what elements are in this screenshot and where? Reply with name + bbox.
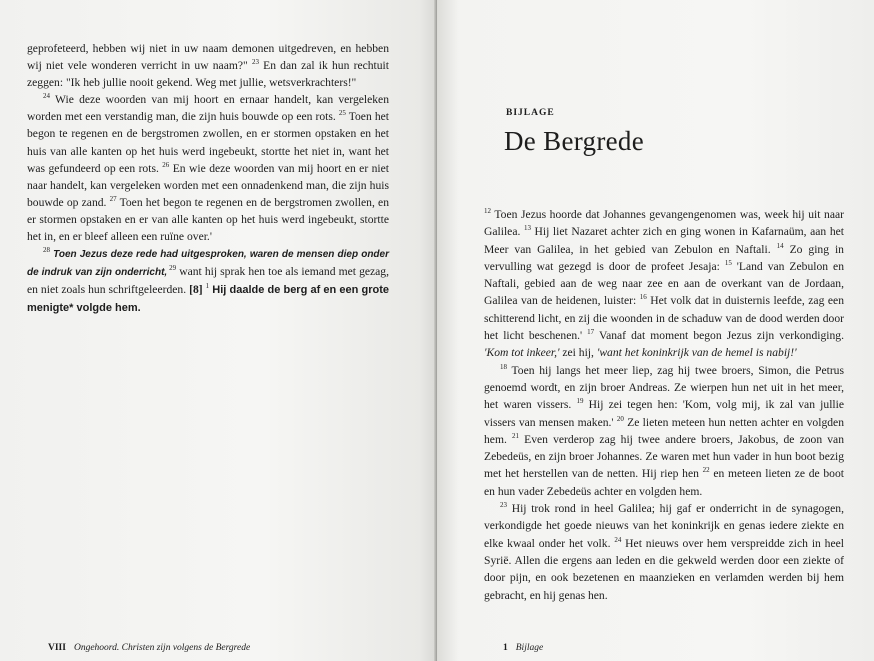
verse-number: 28: [43, 246, 50, 255]
body-text: En wie deze woorden van mij hoort en er niet naar handelt, kan vergeleken worden met een onnadenkend man, die zijn huis bouwde op zand.: [27, 161, 389, 209]
body-text: Het nieuws over hem verspreidde zich in heel Syrië. Allen die ergens aan leden en die gekweld werden door een ziekte of door pijn, en ook bezetenen en maanzieken en verlamden werden bij hem gebracht, en hij genas hen.: [484, 536, 844, 602]
left-page-body: [27, 40, 389, 318]
right_page-paragraph: [484, 362, 844, 500]
body-text: Zo ging in vervulling wat gezegd is door de profeet Jesaja:: [484, 242, 844, 273]
body-text: want hij sprak hen toe als iemand met gezag, en niet zoals hun schriftgeleerden.: [27, 265, 389, 297]
verse-number: 21: [512, 432, 519, 440]
left-running-title: Ongehoord. Christen zijn volgens de Bergrede: [73, 643, 251, 653]
verse-number: 22: [702, 466, 710, 475]
page-title: De Bergrede: [504, 126, 644, 156]
right-running-title: Bijlage: [515, 643, 544, 653]
verse-number: 20: [616, 414, 624, 423]
right-page-body: [484, 206, 844, 604]
body-text: en meteen lieten ze de boot en hun vader Zebedeüs achter en volgden hem.: [484, 467, 844, 498]
body-text: 'Land van Zebulon en Naftali, gebied aan de weg naar zee en aan de overkant van de Jordaan, Galilea van de heidenen, luister:: [484, 259, 845, 308]
verse-number: 12: [484, 207, 491, 216]
left-page-footer: [48, 643, 250, 653]
body-text: Toen hij langs het meer liep, zag hij twee broers, Simon, die Petrus genoemd wordt, en zijn broer Andreas. Ze wierpen hun net uit in het meer, het waren vissers.: [484, 363, 844, 412]
right-page: [437, 0, 874, 661]
left_page-paragraph: [27, 245, 389, 317]
verse-number: 18: [500, 362, 507, 371]
section-marker: [8]: [189, 283, 203, 297]
body-text: Toen het begon te regenen en de bergstromen zwollen, en er stormen opstaken en er van alle kanten op het huis werd ingebeukt, stortte het in, en er bleef alleen een ruïne over.': [27, 195, 389, 244]
italic-quote: 'want het koninkrijk van de hemel is nabij!': [596, 346, 797, 360]
body-text: Ze lieten meteen hun netten achter en volgden hem.: [484, 415, 844, 446]
body-text: zei hij,: [559, 346, 597, 360]
verse-number: 29: [167, 264, 177, 273]
body-text: Hij liet Nazaret achter zich en ging wonen in Kafarnaüm, aan het Meer van Galilea, in het gebied van Zebulon en Naftali.: [484, 225, 844, 256]
verse-number: 24: [614, 535, 622, 544]
section-label: BIJLAGE: [506, 108, 555, 118]
emphasis-text: Toen Jezus deze rede had uitgesproken, waren de mensen diep onder de indruk van zijn onderricht,: [27, 249, 389, 279]
right-page-number: 1: [503, 643, 508, 653]
body-text: Vanaf dat moment begon Jezus zijn verkondiging.: [594, 329, 844, 343]
verse-number: 26: [162, 160, 170, 169]
verse-number: 16: [639, 293, 647, 302]
verse-number: 23: [251, 58, 259, 67]
highlighted-text: Hij daalde de berg af en een grote menigte* volgde hem.: [27, 284, 389, 315]
right-page-footer: [503, 643, 543, 653]
verse-number: 13: [523, 224, 531, 233]
verse-number: 17: [587, 328, 595, 337]
body-text: Hij zei tegen hen: 'Kom, volg mij, ik zal van jullie vissers van mensen maken.': [484, 398, 844, 429]
verse-number: 14: [776, 241, 784, 250]
left_page-paragraph: [27, 91, 389, 245]
body-text: En dan zal ik hun rechtuit zeggen: "Ik heb jullie nooit gekend. Weg met jullie, wetsverkrachters!": [27, 59, 389, 90]
verse-number: 1: [205, 282, 210, 291]
right_page-paragraph: [484, 500, 844, 604]
right_page-paragraph: [484, 206, 844, 362]
body-text: Toen Jezus hoorde dat Johannes gevangengenomen was, week hij uit naar Galilea.: [484, 208, 844, 239]
left-page-number: VIII: [48, 643, 66, 653]
italic-quote: 'Kom tot inkeer,': [484, 346, 560, 360]
verse-number: 15: [724, 259, 732, 268]
body-text: geprofeteerd, hebben wij niet in uw naam demonen uitgedreven, en hebben wij niet vele wonderen verricht in uw naam?": [27, 42, 389, 73]
verse-number: 27: [109, 194, 117, 203]
body-text: Toen het begon te regenen en de bergstromen zwollen, en er stormen opstaken en het huis van alle kanten op het huis werd ingebeukt, stortte het niet in, want het was gefundeerd op een rots.: [27, 110, 389, 175]
verse-number: 25: [338, 109, 346, 118]
left_page-paragraph: [27, 40, 389, 91]
body-text: Even verderop zag hij twee andere broers, Jakobus, de zoon van Zebedeüs, en zijn broer Johannes. Ze waren met hun vader in hun boot bezig met het herstellen van de netten. Hij riep hen: [484, 432, 844, 481]
body-text: Wie deze woorden van mij hoort en ernaar handelt, kan vergeleken worden met een verstandig man, die zijn huis bouwde op een rots.: [27, 93, 389, 124]
body-text: Het volk dat in duisternis leefde, zag een schitterend licht, en zij die woonden in de schaduw van de dood werden door het licht beschenen.': [484, 294, 844, 343]
verse-number: 23: [500, 501, 507, 510]
verse-number: 19: [576, 397, 584, 406]
verse-number: 24: [43, 92, 50, 101]
body-text: Hij trok rond in heel Galilea; hij gaf er onderricht in de synagogen, verkondigde het goede nieuws van het koninkrijk en genas iedere ziekte en elke kwaal onder het volk.: [484, 502, 844, 550]
